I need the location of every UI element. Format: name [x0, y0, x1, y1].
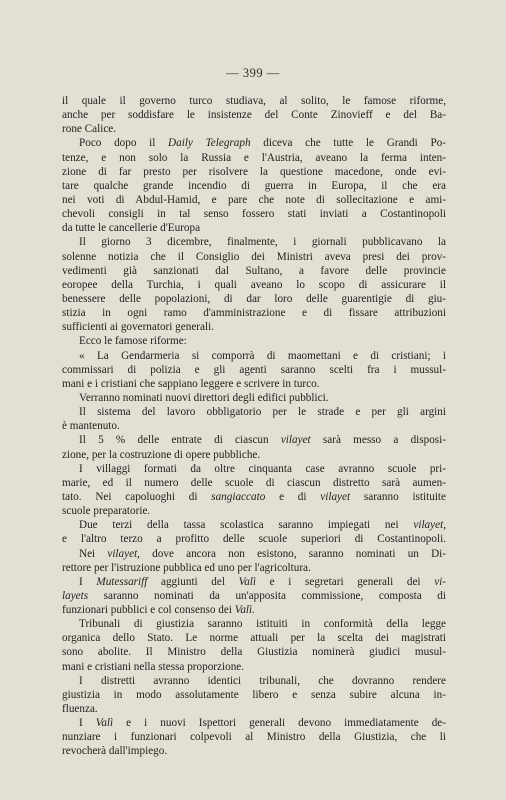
text-segment: il quale il governo turco studiava, al solito, le famose riforme,: [62, 95, 446, 107]
text-line: [62, 532, 446, 546]
text-line: [62, 674, 446, 688]
text-segment: delle entrate di ciascun: [125, 434, 281, 447]
text-line: [62, 235, 446, 249]
text-segment: zione di far presto per risolvere la questione macedone, onde evi-: [62, 165, 446, 178]
text-line: [62, 476, 446, 490]
text-line: [62, 278, 446, 292]
text-segment: giustizia in modo assolutamente libero e senza subire alcuna in-: [62, 688, 446, 701]
text-segment: commissari di polizia e gli agenti saranno scelti fra i mussul-: [62, 363, 446, 376]
text-line: [62, 617, 446, 631]
text-segment: rone Calice.: [62, 123, 117, 136]
text-line: [62, 306, 446, 320]
text-line: [62, 334, 446, 348]
text-line: [62, 575, 446, 589]
text-segment: Verranno nominati nuovi direttori degli edifici pubblici.: [79, 391, 329, 404]
text-line: [62, 490, 446, 504]
text-segment: è mantenuto.: [62, 420, 120, 433]
text-segment: I: [79, 717, 96, 730]
text-line: [62, 264, 446, 278]
text-line: [62, 645, 446, 659]
text-line: [62, 433, 446, 447]
text-segment: vedimenti già sanzionati dal Sultano, a favore delle provincie: [62, 264, 446, 277]
text-line: [62, 518, 446, 532]
text-segment: e i segretari generali dei: [256, 575, 435, 588]
text-line: [62, 179, 446, 193]
text-segment: mani e cristiani nella stessa proporzione.: [62, 660, 245, 673]
text-segment: Valì: [238, 575, 257, 588]
text-line: [62, 688, 446, 702]
text-segment: Valì: [95, 717, 114, 730]
text-segment: benessere delle popolazioni, di dar loro delle guarentigie di giu-: [62, 292, 446, 305]
text-segment: Mutessariff: [96, 575, 148, 588]
text-line: [62, 730, 446, 744]
text-segment: nei voti di Abdul-Hamid, e pare che note di sollecitazione e ami-: [62, 193, 446, 206]
text-segment: Nei: [79, 547, 108, 560]
text-segment: Daily Telegraph: [168, 137, 251, 150]
text-segment: vi-: [434, 575, 446, 588]
text-segment: Tribunali di giustizia saranno istituiti in conformità della legge: [79, 618, 446, 631]
text-segment: vilayet: [280, 434, 311, 447]
text-line: [62, 631, 446, 645]
text-line: [62, 405, 446, 419]
text-segment: saranno nominati da un'apposita commissione, composta di: [88, 589, 446, 602]
text-segment: Il giorno 3 dicembre, finalmente, i giornali pubblicavano la: [79, 236, 446, 249]
text-line: [62, 193, 446, 207]
text-line: [62, 320, 446, 334]
text-segment: Ecco le famose riforme:: [79, 335, 187, 348]
text-line: [62, 462, 446, 476]
text-line: [62, 151, 446, 165]
text-segment: I distretti avranno identici tribunali, che dovranno rendere: [79, 674, 446, 687]
text-segment: e l'altro terzo a profitto delle scuole superiori di Costantinopoli.: [62, 533, 446, 546]
text-segment: rettore per l'istruzione pubblica ed uno per l'agricoltura.: [62, 561, 311, 574]
text-segment: layets: [62, 589, 89, 602]
text-segment: Il sistema del lavoro obbligatorio per le strade e per gli argini: [79, 406, 446, 419]
text-line: [62, 504, 446, 518]
text-segment: funzionari pubblici e col consenso dei: [62, 604, 235, 617]
text-segment: anche per soddisfare le insistenze del Conte Zinovieff e del Ba-: [62, 109, 446, 122]
text-segment: solenne notizia che il Consiglio dei Ministri aveva presi dei prov-: [62, 250, 446, 263]
text-segment: fluenza.: [62, 703, 98, 716]
body-text: [62, 94, 446, 759]
text-segment: vilayet,: [107, 547, 140, 560]
text-segment: aggiunti del: [147, 575, 239, 588]
text-segment: scuole preparatorie.: [62, 505, 151, 518]
text-line: [62, 589, 446, 603]
text-segment: I: [79, 575, 97, 588]
text-segment: vilayet: [320, 490, 351, 503]
text-line: [62, 349, 446, 363]
text-line: [62, 377, 446, 391]
text-segment: sarà messo a disposi-: [310, 434, 446, 447]
text-segment: mani e i cristiani che sappiano leggere e scrivere in turco.: [62, 377, 320, 390]
text-segment: da tutte le cancellerie d'Europa: [62, 222, 201, 235]
text-line: [62, 292, 446, 306]
text-line: [62, 391, 446, 405]
text-segment: Due terzi della tassa scolastica saranno impiegati nei: [79, 519, 414, 532]
text-line: [62, 250, 446, 264]
text-segment: sufficienti ai governatori generali.: [62, 321, 215, 334]
text-segment: organica dello Stato. Le norme attuali per la scelta dei magistrati: [62, 632, 446, 645]
text-segment: diceva che tutte le Grandi Po-: [250, 137, 446, 150]
page-number: — 399 —: [226, 66, 280, 80]
text-line: [62, 716, 446, 730]
text-segment: Poco dopo il: [79, 137, 169, 150]
text-segment: Il 5 %: [79, 434, 126, 447]
text-line: [62, 165, 446, 179]
text-segment: dove ancora non esistono, saranno nominati un Di-: [139, 547, 446, 560]
text-segment: « La Gendarmeria si comporrà di maomettani e di cristiani; i: [79, 349, 446, 362]
text-segment: tare qualche grande incendio di guerra in Europa, il che era: [62, 179, 446, 192]
text-line: [62, 603, 446, 617]
text-line: [62, 363, 446, 377]
text-line: [62, 448, 446, 462]
text-segment: tato. Nei capoluoghi di: [62, 490, 212, 503]
text-segment: vilayet,: [413, 519, 446, 532]
text-segment: e di: [265, 490, 321, 503]
text-line: [62, 94, 446, 108]
text-line: [62, 561, 446, 575]
text-line: [62, 547, 446, 561]
text-segment: e i nuovi Ispettori generali devono immediatamente de-: [113, 717, 446, 730]
text-line: [62, 207, 446, 221]
text-segment: sangiaccato: [211, 490, 266, 503]
text-line: [62, 419, 446, 433]
text-line: [62, 108, 446, 122]
text-segment: saranno istituite: [350, 490, 446, 503]
text-segment: sono abolite. Il Ministro della Giustizia nominerà giudici musul-: [62, 646, 446, 659]
text-line: [62, 660, 446, 674]
text-line: [62, 744, 446, 758]
text-segment: zione, per la costruzione di opere pubbliche.: [62, 448, 261, 461]
text-segment: nunziare i funzionari colpevoli al Ministro della Giustizia, che li: [62, 731, 446, 744]
text-line: [62, 136, 446, 150]
text-segment: Valì.: [234, 604, 255, 617]
text-segment: I villaggi formati da oltre cinquanta case avranno scuole pri-: [79, 462, 446, 475]
text-segment: tenze, e non solo la Russia e l'Austria, aveano la ferma inten-: [62, 151, 446, 164]
text-segment: revocherà dall'impiego.: [62, 745, 168, 758]
text-segment: stizia in ogni ramo d'amministrazione e di fissare attribuzioni: [62, 307, 446, 320]
text-segment: eoropee della Turchia, i quali aveano lo scopo di assicurare il: [62, 278, 446, 291]
text-line: [62, 122, 446, 136]
text-segment: marie, ed il numero delle scuole di ciascun distretto sarà aumen-: [62, 476, 446, 489]
text-line: [62, 702, 446, 716]
text-segment: chevoli consigli in tal senso fossero stati inviati a Costantinopoli: [62, 208, 446, 221]
text-line: [62, 221, 446, 235]
